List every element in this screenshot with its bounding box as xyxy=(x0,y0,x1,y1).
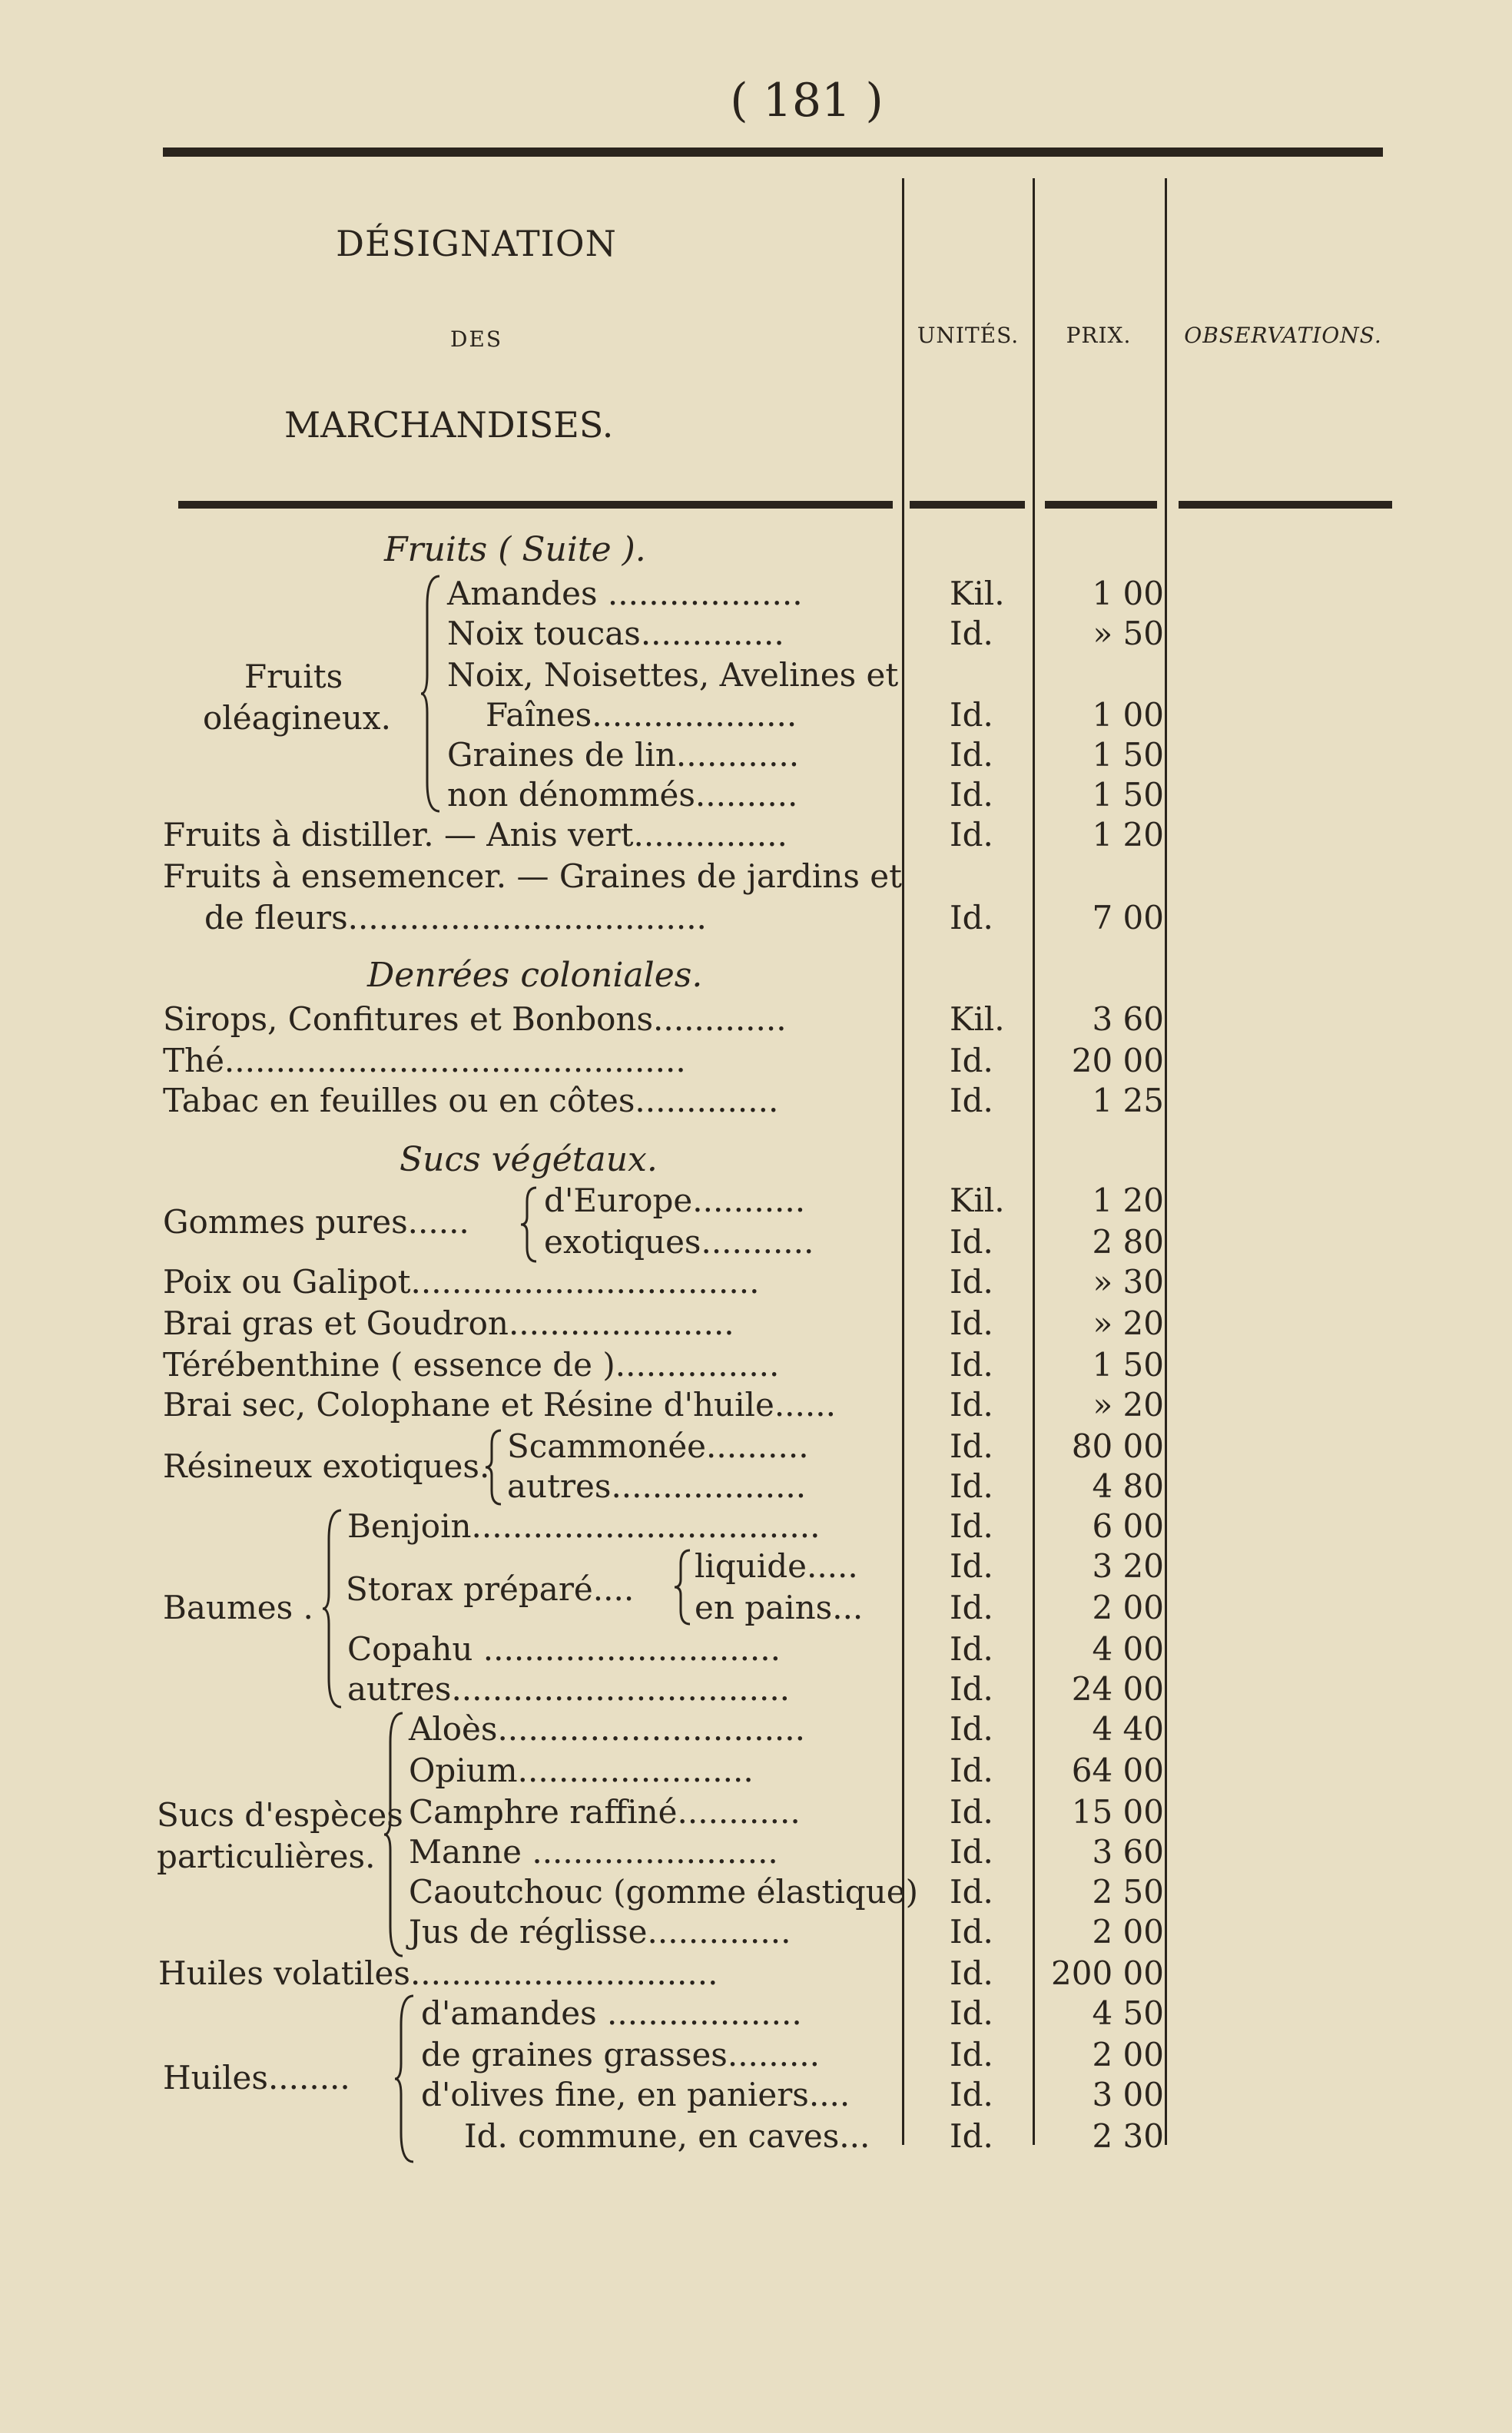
row-unit: Id. xyxy=(950,2117,993,2155)
row-name: Brai gras et Goudron...................... xyxy=(163,1304,734,1342)
row-name: en pains... xyxy=(695,1589,864,1626)
row-price: 200 00 xyxy=(1051,1954,1164,1992)
row-name: Aloès.............................. xyxy=(409,1710,805,1748)
brace-resineux xyxy=(486,1429,504,1506)
section-denrees: Denrées coloniales. xyxy=(367,956,703,995)
row-name: Térébenthine ( essence de )................ xyxy=(163,1346,780,1384)
header-rule-2 xyxy=(910,501,1025,509)
row-unit: Id. xyxy=(950,1670,993,1708)
row-price: » 30 xyxy=(1093,1263,1164,1301)
row-price: 64 00 xyxy=(1071,1752,1164,1789)
row-price: 2 80 xyxy=(1092,1223,1164,1261)
row-unit: Id. xyxy=(950,1467,993,1505)
header-rule-4 xyxy=(1179,501,1392,509)
row-price: 4 80 xyxy=(1092,1467,1164,1505)
row-name: Noix toucas.............. xyxy=(447,615,784,652)
group-baumes: Baumes . xyxy=(163,1589,313,1626)
group-storax: Storax préparé.... xyxy=(346,1570,635,1608)
row-name: autres................................. xyxy=(347,1670,791,1708)
row-price: 20 00 xyxy=(1071,1042,1164,1079)
row-name: Scammonée.......... xyxy=(507,1427,809,1465)
row-name: Manne ........................ xyxy=(409,1833,778,1871)
row-name: Benjoin.................................. xyxy=(347,1507,821,1545)
row-unit: Id. xyxy=(950,1793,993,1831)
section-fruits-suite: Fruits ( Suite ). xyxy=(384,530,646,569)
header-designation: DÉSIGNATION xyxy=(336,223,617,264)
group-fruits-oleagineux-1: Fruits xyxy=(244,658,343,695)
row-price: 4 00 xyxy=(1092,1630,1164,1668)
row-unit: Id. xyxy=(950,1994,993,2032)
header-rule-1 xyxy=(178,501,893,509)
row-unit: Kil. xyxy=(950,1000,1005,1038)
row-name: d'olives fine, en paniers.... xyxy=(421,2076,850,2113)
row-price: 4 40 xyxy=(1092,1710,1164,1748)
row-unit: Id. xyxy=(950,1752,993,1789)
brace-storax xyxy=(675,1549,693,1626)
row-name: Opium....................... xyxy=(409,1752,754,1789)
row-unit: Id. xyxy=(950,1873,993,1911)
row-name: d'amandes ................... xyxy=(421,1994,802,2032)
header-rule-3 xyxy=(1045,501,1157,509)
row-name: d'Europe........... xyxy=(544,1182,806,1219)
row-unit: Kil. xyxy=(950,575,1005,612)
row-price: 1 00 xyxy=(1092,696,1164,734)
row-name: Fruits à ensemencer. — Graines de jardins et xyxy=(163,857,902,895)
row-unit: Id. xyxy=(950,1954,993,1992)
row-price: 2 00 xyxy=(1092,1913,1164,1951)
top-rule xyxy=(163,148,1383,157)
row-name: Tabac en feuilles ou en côtes.............. xyxy=(163,1082,779,1119)
row-name: Brai sec, Colophane et Résine d'huile...... xyxy=(163,1386,836,1424)
row-name: de graines grasses......... xyxy=(421,2036,821,2073)
brace-sucs-especes xyxy=(384,1712,407,1957)
row-name: Poix ou Galipot.................................. xyxy=(163,1263,760,1301)
row-name: de fleurs................................... xyxy=(204,899,707,936)
row-price: 7 00 xyxy=(1092,899,1164,936)
row-unit: Id. xyxy=(950,736,993,774)
section-sucs: Sucs végétaux. xyxy=(400,1140,658,1179)
row-name: Fruits à distiller. — Anis vert............... xyxy=(163,816,788,854)
row-name: Faînes.................... xyxy=(486,696,797,734)
row-price: 2 30 xyxy=(1092,2117,1164,2155)
row-unit: Id. xyxy=(950,1833,993,1871)
row-price: » 20 xyxy=(1093,1304,1164,1342)
row-price: 3 60 xyxy=(1092,1833,1164,1871)
row-name: Caoutchouc (gomme élastique) xyxy=(409,1873,918,1911)
row-price: 2 00 xyxy=(1092,2036,1164,2073)
group-fruits-oleagineux-2: oléagineux. xyxy=(203,699,391,737)
header-marchandises: MARCHANDISES. xyxy=(284,404,614,446)
row-price: 6 00 xyxy=(1092,1507,1164,1545)
row-unit: Id. xyxy=(950,1346,993,1384)
row-name: Sirops, Confitures et Bonbons............. xyxy=(163,1000,787,1038)
brace-gommes xyxy=(521,1186,539,1263)
row-unit: Id. xyxy=(950,2076,993,2113)
brace-fruits-oleagineux xyxy=(421,575,444,813)
row-name: Huiles volatiles.............................. xyxy=(158,1954,718,1992)
brace-huiles xyxy=(395,1994,418,2163)
row-unit: Id. xyxy=(950,1630,993,1668)
row-unit: Kil. xyxy=(950,1182,1005,1219)
row-name: Amandes ................... xyxy=(447,575,803,612)
row-unit: Id. xyxy=(950,816,993,854)
row-unit: Id. xyxy=(950,2036,993,2073)
row-unit: Id. xyxy=(950,1304,993,1342)
brace-baumes xyxy=(323,1509,346,1709)
row-unit: Id. xyxy=(950,1589,993,1626)
row-unit: Id. xyxy=(950,1507,993,1545)
header-des: DES xyxy=(449,326,503,352)
row-name: Jus de réglisse.............. xyxy=(409,1913,791,1951)
row-price: 1 25 xyxy=(1092,1082,1164,1119)
row-price: 3 00 xyxy=(1092,2076,1164,2113)
row-price: 1 50 xyxy=(1092,736,1164,774)
row-price: » 50 xyxy=(1093,615,1164,652)
row-unit: Id. xyxy=(950,696,993,734)
group-sucs-especes-1: Sucs d'espèces xyxy=(157,1796,403,1834)
row-name: Thé............................................. xyxy=(163,1042,686,1079)
row-name: Camphre raffiné............ xyxy=(409,1793,801,1831)
row-unit: Id. xyxy=(950,1427,993,1465)
row-price: 1 00 xyxy=(1092,575,1164,612)
row-price: 1 50 xyxy=(1092,776,1164,814)
row-price: » 20 xyxy=(1093,1386,1164,1424)
group-huiles: Huiles........ xyxy=(163,2059,350,2097)
header-observations: OBSERVATIONS. xyxy=(1184,323,1382,348)
header-unites: UNITÉS. xyxy=(917,323,1020,348)
header-prix: PRIX. xyxy=(1066,323,1132,348)
row-unit: Id. xyxy=(950,1042,993,1079)
page-number: ( 181 ) xyxy=(730,74,884,128)
row-unit: Id. xyxy=(950,776,993,814)
row-name: Id. commune, en caves... xyxy=(464,2117,870,2155)
row-unit: Id. xyxy=(950,1913,993,1951)
row-unit: Id. xyxy=(950,1710,993,1748)
row-price: 2 50 xyxy=(1092,1873,1164,1911)
row-unit: Id. xyxy=(950,1547,993,1585)
column-divider-3 xyxy=(1165,178,1167,2145)
row-unit: Id. xyxy=(950,1263,993,1301)
row-unit: Id. xyxy=(950,1223,993,1261)
group-sucs-especes-2: particulières. xyxy=(157,1838,376,1875)
row-name: Noix, Noisettes, Avelines et xyxy=(447,656,899,694)
row-unit: Id. xyxy=(950,899,993,936)
row-price: 1 50 xyxy=(1092,1346,1164,1384)
row-price: 2 00 xyxy=(1092,1589,1164,1626)
row-name: liquide..... xyxy=(695,1547,858,1585)
row-name: autres................... xyxy=(507,1467,807,1505)
row-price: 3 20 xyxy=(1092,1547,1164,1585)
row-unit: Id. xyxy=(950,1386,993,1424)
group-gommes: Gommes pures...... xyxy=(163,1203,469,1241)
row-name: Copahu ............................. xyxy=(347,1630,781,1668)
row-price: 80 00 xyxy=(1071,1427,1164,1465)
row-name: non dénommés.......... xyxy=(447,776,798,814)
row-name: exotiques........... xyxy=(544,1223,814,1261)
row-unit: Id. xyxy=(950,1082,993,1119)
column-divider-2 xyxy=(1033,178,1035,2145)
row-unit: Id. xyxy=(950,615,993,652)
row-price: 24 00 xyxy=(1071,1670,1164,1708)
column-divider-1 xyxy=(902,178,904,2145)
row-price: 15 00 xyxy=(1071,1793,1164,1831)
row-name: Graines de lin............ xyxy=(447,736,800,774)
row-price: 1 20 xyxy=(1092,1182,1164,1219)
row-price: 4 50 xyxy=(1092,1994,1164,2032)
row-price: 3 60 xyxy=(1092,1000,1164,1038)
row-price: 1 20 xyxy=(1092,816,1164,854)
group-resineux: Résineux exotiques. xyxy=(163,1447,490,1485)
